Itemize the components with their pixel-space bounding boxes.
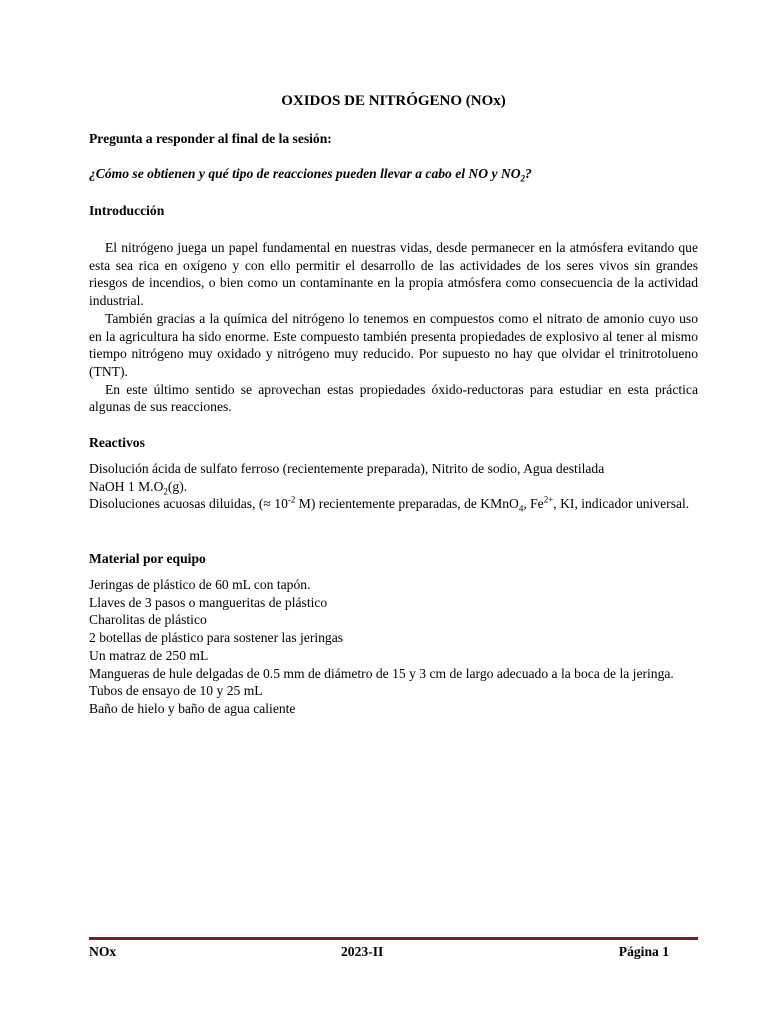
material-item: 2 botellas de plástico para sostener las jeringas (89, 630, 344, 646)
question-part2: ? (525, 166, 532, 181)
reactivo-subscript: 2 (163, 486, 168, 497)
reactivo-line (89, 495, 698, 513)
material-list (89, 576, 698, 718)
reactivo-text: Disoluciones acuosas diluidas, (≈ 10 (89, 496, 288, 512)
intro-paragraph: También gracias a la química del nitrógeno lo tenemos en compuestos como el nitrato de amonio cuyo uso en la agricultura ha sido enorme. Este compuesto también presenta propiedades de explosivo al tener al mismo tiempo nitrógeno muy oxidado y nitrógeno muy reducido. Por supuesto no hay que olvidar el trinitrotolueno (TNT). (89, 310, 698, 379)
reactivos-list (89, 460, 698, 513)
question-heading: Pregunta a responder al final de la sesión: (89, 131, 332, 146)
material-item: Baño de hielo y baño de agua caliente (89, 700, 296, 716)
material-item: Mangueras de hule delgadas de 0.5 mm de diámetro de 15 y 3 cm de largo adecuado a la boca de la jeringa. (89, 665, 674, 681)
material-item: Tubos de ensayo de 10 y 25 mL (89, 683, 263, 699)
page-title: OXIDOS DE NITRÓGENO (NOx) (281, 93, 506, 109)
intro-heading: Introducción (89, 203, 165, 218)
reactivo-text: , Fe (523, 496, 544, 512)
reactivo-text: (g). (167, 478, 188, 494)
intro-body (89, 239, 698, 416)
material-item: Jeringas de plástico de 60 mL con tapón. (89, 577, 311, 592)
footer-rule (89, 937, 698, 940)
question-part1: ¿Cómo se obtienen y qué tipo de reacciones pueden llevar a cabo el NO y NO (89, 166, 521, 181)
material-item: Charolitas de plástico (89, 612, 207, 628)
reactivo-text: M) recientemente preparadas, de KMnO (295, 496, 519, 512)
footer-page-number: Página 1 (618, 944, 669, 959)
reactivos-heading: Reactivos (89, 435, 145, 450)
document-page (89, 0, 698, 1024)
reactivo-line (89, 478, 698, 496)
reactivo-superscript: 2+ (543, 494, 554, 505)
reactivo-line: Disolución ácida de sulfato ferroso (recientemente preparada), Nitrito de sodio, Agua destilada (89, 461, 605, 476)
question-text (89, 166, 532, 182)
material-heading: Material por equipo (89, 551, 206, 566)
reactivo-text: NaOH 1 M.O (89, 478, 164, 494)
reactivo-superscript: -2 (287, 494, 296, 505)
intro-paragraph: En este último sentido se aprovechan estas propiedades óxido-reductoras para estudiar en esta práctica algunas de sus reacciones. (89, 381, 698, 415)
material-item: Llaves de 3 pasos o mangueritas de plástico (89, 594, 328, 610)
question-subscript: 2 (520, 173, 526, 184)
intro-paragraph: El nitrógeno juega un papel fundamental en nuestras vidas, desde permanecer en la atmósfera evitando que esta sea rica en oxígeno y con ello permitir el desarrollo de las actividades de los seres vivos sin grandes riesgos de incendios, o bien como un contaminante en la propia atmósfera como consecuencia de la actividad industrial. (89, 240, 698, 309)
page-footer (89, 944, 669, 964)
footer-center: 2023-II (341, 944, 384, 959)
footer-left: NOx (89, 944, 117, 959)
material-item: Un matraz de 250 mL (89, 647, 209, 663)
reactivo-text: , KI, indicador universal. (553, 496, 690, 512)
reactivo-subscript: 4 (518, 504, 524, 515)
